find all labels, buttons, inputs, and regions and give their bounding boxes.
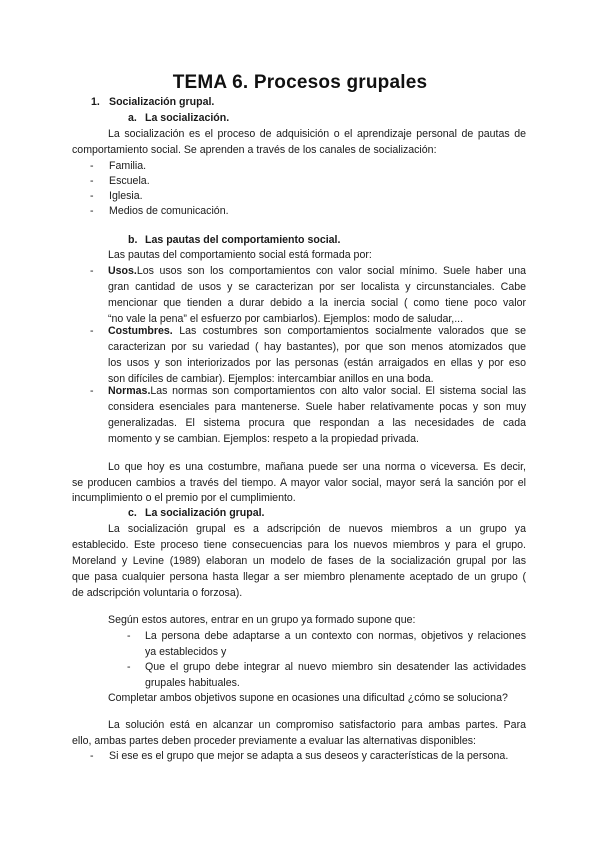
list-dash: - — [90, 190, 94, 202]
list-dash: - — [90, 205, 94, 217]
list-item: Familia. — [109, 160, 147, 172]
section-number: 1. — [91, 96, 100, 108]
list-item-line: los usos y son interiorizados por las personas (están arraigados en ellas y por eso — [108, 357, 526, 369]
list-item-line: caracterizan por su variedad ( hay bastantes), por que son menos atomizados que — [108, 341, 526, 353]
paragraph-line: Lo que hoy es una costumbre, mañana puede ser una norma o viceversa. Es decir, — [108, 461, 526, 473]
list-item-line: Que el grupo debe integrar al nuevo miembro sin desatender las actividades — [145, 661, 526, 673]
paragraph-line: incumplimiento o el premio por el cumplimiento. — [72, 492, 296, 504]
list-item-line: La persona debe adaptarse a un contexto con normas, objetivos y relaciones — [145, 630, 526, 642]
paragraph-line: establecido. Este proceso tiene consecuencias para los nuevos miembros y para el grupo. — [72, 539, 526, 551]
term: Costumbres. — [108, 325, 173, 337]
subsection-letter: b. — [128, 234, 138, 246]
paragraph-line: La solución está en alcanzar un compromiso satisfactorio para ambas partes. Para — [108, 719, 526, 731]
subsection-heading: Las pautas del comportamiento social. — [145, 234, 341, 246]
paragraph-line: de adscripción voluntaria o forzosa). — [72, 587, 243, 599]
list-dash: - — [90, 175, 94, 187]
list-item-line: “no vale la pena” el esfuerzo por cambiarlos). Ejemplos: modo de saludar,... — [108, 313, 464, 325]
list-item: Si ese es el grupo que mejor se adapta a sus deseos y características de la persona. — [109, 750, 509, 762]
paragraph-line: La socialización es el proceso de adquisición o el aprendizaje personal de pautas de — [108, 128, 526, 140]
paragraph-line: Completar ambos objetivos supone en ocasiones una dificultad ¿cómo se soluciona? — [108, 692, 508, 704]
subsection-letter: a. — [128, 112, 137, 124]
list-item-line: Usos.Los usos son los comportamientos con valor social mínimo. Suele haber una — [108, 265, 526, 277]
list-item: Escuela. — [109, 175, 150, 187]
term: Normas. — [108, 385, 151, 397]
list-item-line: gran cantidad de usos y se caracterizan por ser localista y circunstanciales. Cabe — [108, 281, 526, 293]
paragraph-line: La socialización grupal es a adscripción de nuevos miembros a un grupo ya — [108, 523, 526, 535]
subsection-heading: La socialización grupal. — [145, 507, 265, 519]
subsection-heading: La socialización. — [145, 112, 230, 124]
list-dash: - — [90, 160, 94, 172]
paragraph-line: se producen cambios a través del tiempo. A mayor valor social, mayor será la sanción por el — [72, 477, 526, 489]
list-dash: - — [90, 750, 94, 762]
paragraph-line: Moreland y Levine (1989) elaboran un modelo de fases de la socialización grupal por las — [72, 555, 526, 567]
list-item-line: grupales habituales. — [145, 677, 240, 689]
term: Usos. — [108, 265, 137, 277]
paragraph-line: Las pautas del comportamiento social está formada por: — [108, 249, 372, 261]
list-dash: - — [127, 661, 131, 673]
paragraph-line: ello, ambas partes deben proceder previamente a evaluar las alternativas disponibles: — [72, 735, 476, 747]
paragraph-line: que pasa cualquier persona hasta llegar a ser miembro plenamente aceptado de un grupo ( — [72, 571, 526, 583]
subsection-letter: c. — [128, 507, 137, 519]
list-item-line: momento y se cambian. Ejemplos: respeto a la propiedad privada. — [108, 433, 419, 445]
page-title: TEMA 6. Procesos grupales — [172, 72, 428, 93]
list-item-line: generalizadas. El sistema procura que respondan a las necesidades de cada — [108, 417, 526, 429]
section-heading: Socialización grupal. — [109, 96, 215, 108]
list-item-line: ya establecidos y — [145, 646, 227, 658]
list-dash: - — [90, 265, 94, 277]
paragraph-line: Según estos autores, entrar en un grupo ya formado supone que: — [108, 614, 416, 626]
list-item-line: son difíciles de cambiar). Ejemplos: intercambiar anillos en una boda. — [108, 373, 434, 385]
list-item-line: considera esenciales para mantenerse. Suele haber relativamente pocas y son muy — [108, 401, 526, 413]
list-dash: - — [90, 325, 94, 337]
list-dash: - — [90, 385, 94, 397]
paragraph-line: comportamiento social. Se aprenden a través de los canales de socialización: — [72, 144, 437, 156]
list-item: Iglesia. — [109, 190, 143, 202]
list-item: Medios de comunicación. — [109, 205, 229, 217]
list-item-line: mencionar que tienden a durar debido a la inercia social ( como tiene poco valor — [108, 297, 526, 309]
list-dash: - — [127, 630, 131, 642]
list-item-line: Costumbres. Las costumbres son comportamientos socialmente valorados que se — [108, 325, 526, 337]
list-item-line: Normas.Las normas son comportamientos con alto valor social. El sistema social las — [108, 385, 526, 397]
